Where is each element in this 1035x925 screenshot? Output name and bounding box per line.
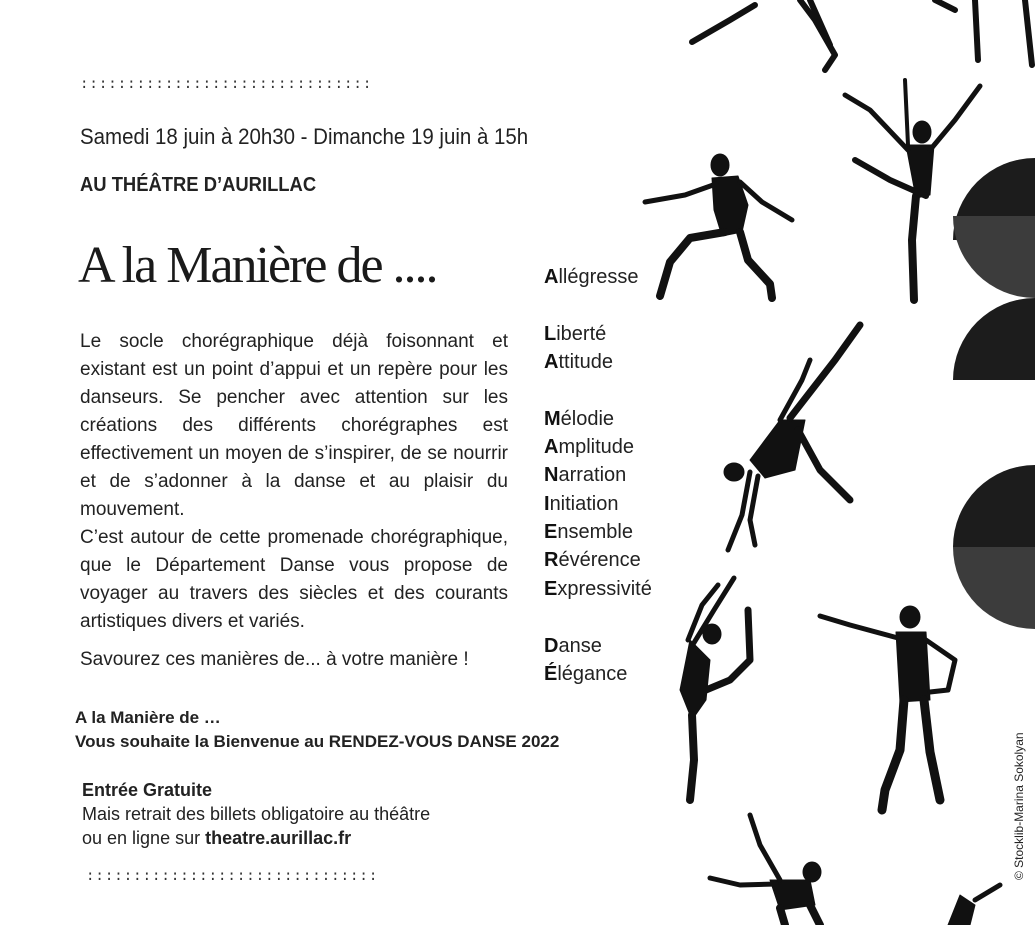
- website-link[interactable]: theatre.aurillac.fr: [205, 828, 352, 848]
- acrostic-initial: A: [544, 351, 559, 373]
- acrostic-rest: xpressivité: [557, 578, 652, 600]
- acrostic-rest: ttitude: [558, 351, 613, 373]
- half-circle-second: [953, 298, 1035, 380]
- acrostic-initial: I: [544, 493, 550, 515]
- half-circle-top-lower: [953, 216, 1035, 298]
- acrostic-initial: A: [544, 266, 559, 288]
- welcome-message: [75, 706, 559, 754]
- acrostic-word: [544, 549, 641, 572]
- acrostic-initial: R: [544, 549, 559, 571]
- acrostic-word: [544, 493, 619, 516]
- acrostic-rest: évérence: [558, 549, 641, 571]
- acrostic-word: [544, 663, 627, 686]
- acrostic-word: [544, 351, 613, 374]
- acrostic-rest: nitiation: [549, 493, 619, 515]
- acrostic-initial: M: [544, 408, 561, 430]
- acrostic-rest: mplitude: [558, 436, 635, 458]
- top-dotted-divider: :::::::::::::::::::::::::::::::: [80, 76, 373, 92]
- event-dates: Samedi 18 juin à 20h30 - Dimanche 19 juin à 15h: [80, 124, 529, 149]
- acrostic-initial: A: [544, 436, 559, 458]
- acrostic-rest: nsemble: [557, 521, 633, 543]
- dancer-standing: [820, 606, 955, 810]
- acrostic-word: [544, 266, 639, 289]
- entry-heading: Entrée Gratuite: [82, 780, 213, 800]
- acrostic-rest: anse: [558, 635, 602, 657]
- acrostic-rest: élodie: [560, 408, 615, 430]
- half-circle-third: [953, 465, 1035, 547]
- dancer-cartwheel: [724, 325, 860, 550]
- acrostic-word: [544, 436, 634, 459]
- photo-credit: © Stocklib-Marina Sokolyan: [1012, 732, 1026, 880]
- dancer-leaping: [645, 154, 792, 298]
- acrostic-rest: iberté: [556, 323, 607, 345]
- entry-line-2-prefix: ou en ligne sur: [82, 828, 206, 848]
- description-closing: Savourez ces manières de... à votre manière !: [80, 649, 469, 670]
- acrostic-initial: D: [544, 635, 559, 657]
- entry-info: [82, 778, 430, 850]
- acrostic-initial: E: [544, 578, 558, 600]
- acrostic-word: [544, 464, 626, 487]
- dancer-top-right: [935, 0, 1032, 65]
- dancer-top-left: [692, 0, 835, 70]
- welcome-line-1: A la Manière de …: [75, 708, 221, 727]
- acrostic-rest: arration: [558, 464, 627, 486]
- acrostic-initial: E: [544, 521, 558, 543]
- acrostic-initial: É: [544, 663, 558, 685]
- description: [80, 328, 508, 674]
- acrostic-initial: N: [544, 464, 559, 486]
- acrostic-rest: légance: [557, 663, 628, 685]
- acrostic-word: [544, 323, 606, 346]
- acrostic-rest: llégresse: [558, 266, 639, 288]
- description-paragraph-1: Le socle chorégraphique déjà foisonnant et existant est un point d’appui et un repère pour les danseurs. Se pencher avec attention sur les créations des différents chorégraphes est effectivement un moyen de s’inspirer, de se nourrir et de s’adonner à la danse et au plaisir du mouvement.: [80, 331, 508, 520]
- description-paragraph-2: C’est autour de cette promenade chorégraphique, que le Département Danse vous propose de voyager au travers des siècles et des courants artistiques divers et variés.: [80, 527, 508, 632]
- acrostic-word: [544, 408, 614, 431]
- acrostic-word: [544, 635, 602, 658]
- bottom-dotted-divider: :::::::::::::::::::::::::::::::: [86, 868, 379, 884]
- entry-line-2: [82, 826, 430, 850]
- event-venue: AU THÉÂTRE D’AURILLAC: [80, 174, 317, 196]
- entry-line-1: Mais retrait des billets obligatoire au théâtre: [82, 804, 431, 824]
- dancer-kneeling: [710, 815, 821, 925]
- page-title: A la Manière de ....: [78, 237, 437, 294]
- dancer-backbend: [680, 578, 750, 800]
- dancer-arms-raised: [845, 80, 980, 300]
- acrostic-initial: L: [544, 323, 557, 345]
- acrostic-word: [544, 521, 633, 544]
- dancer-bottom-right: [948, 885, 1000, 925]
- half-circle-third-lower: [953, 547, 1035, 629]
- dancers-illustration: [630, 0, 1035, 925]
- welcome-line-2: Vous souhaite la Bienvenue au RENDEZ-VOUS DANSE 2022: [75, 732, 560, 751]
